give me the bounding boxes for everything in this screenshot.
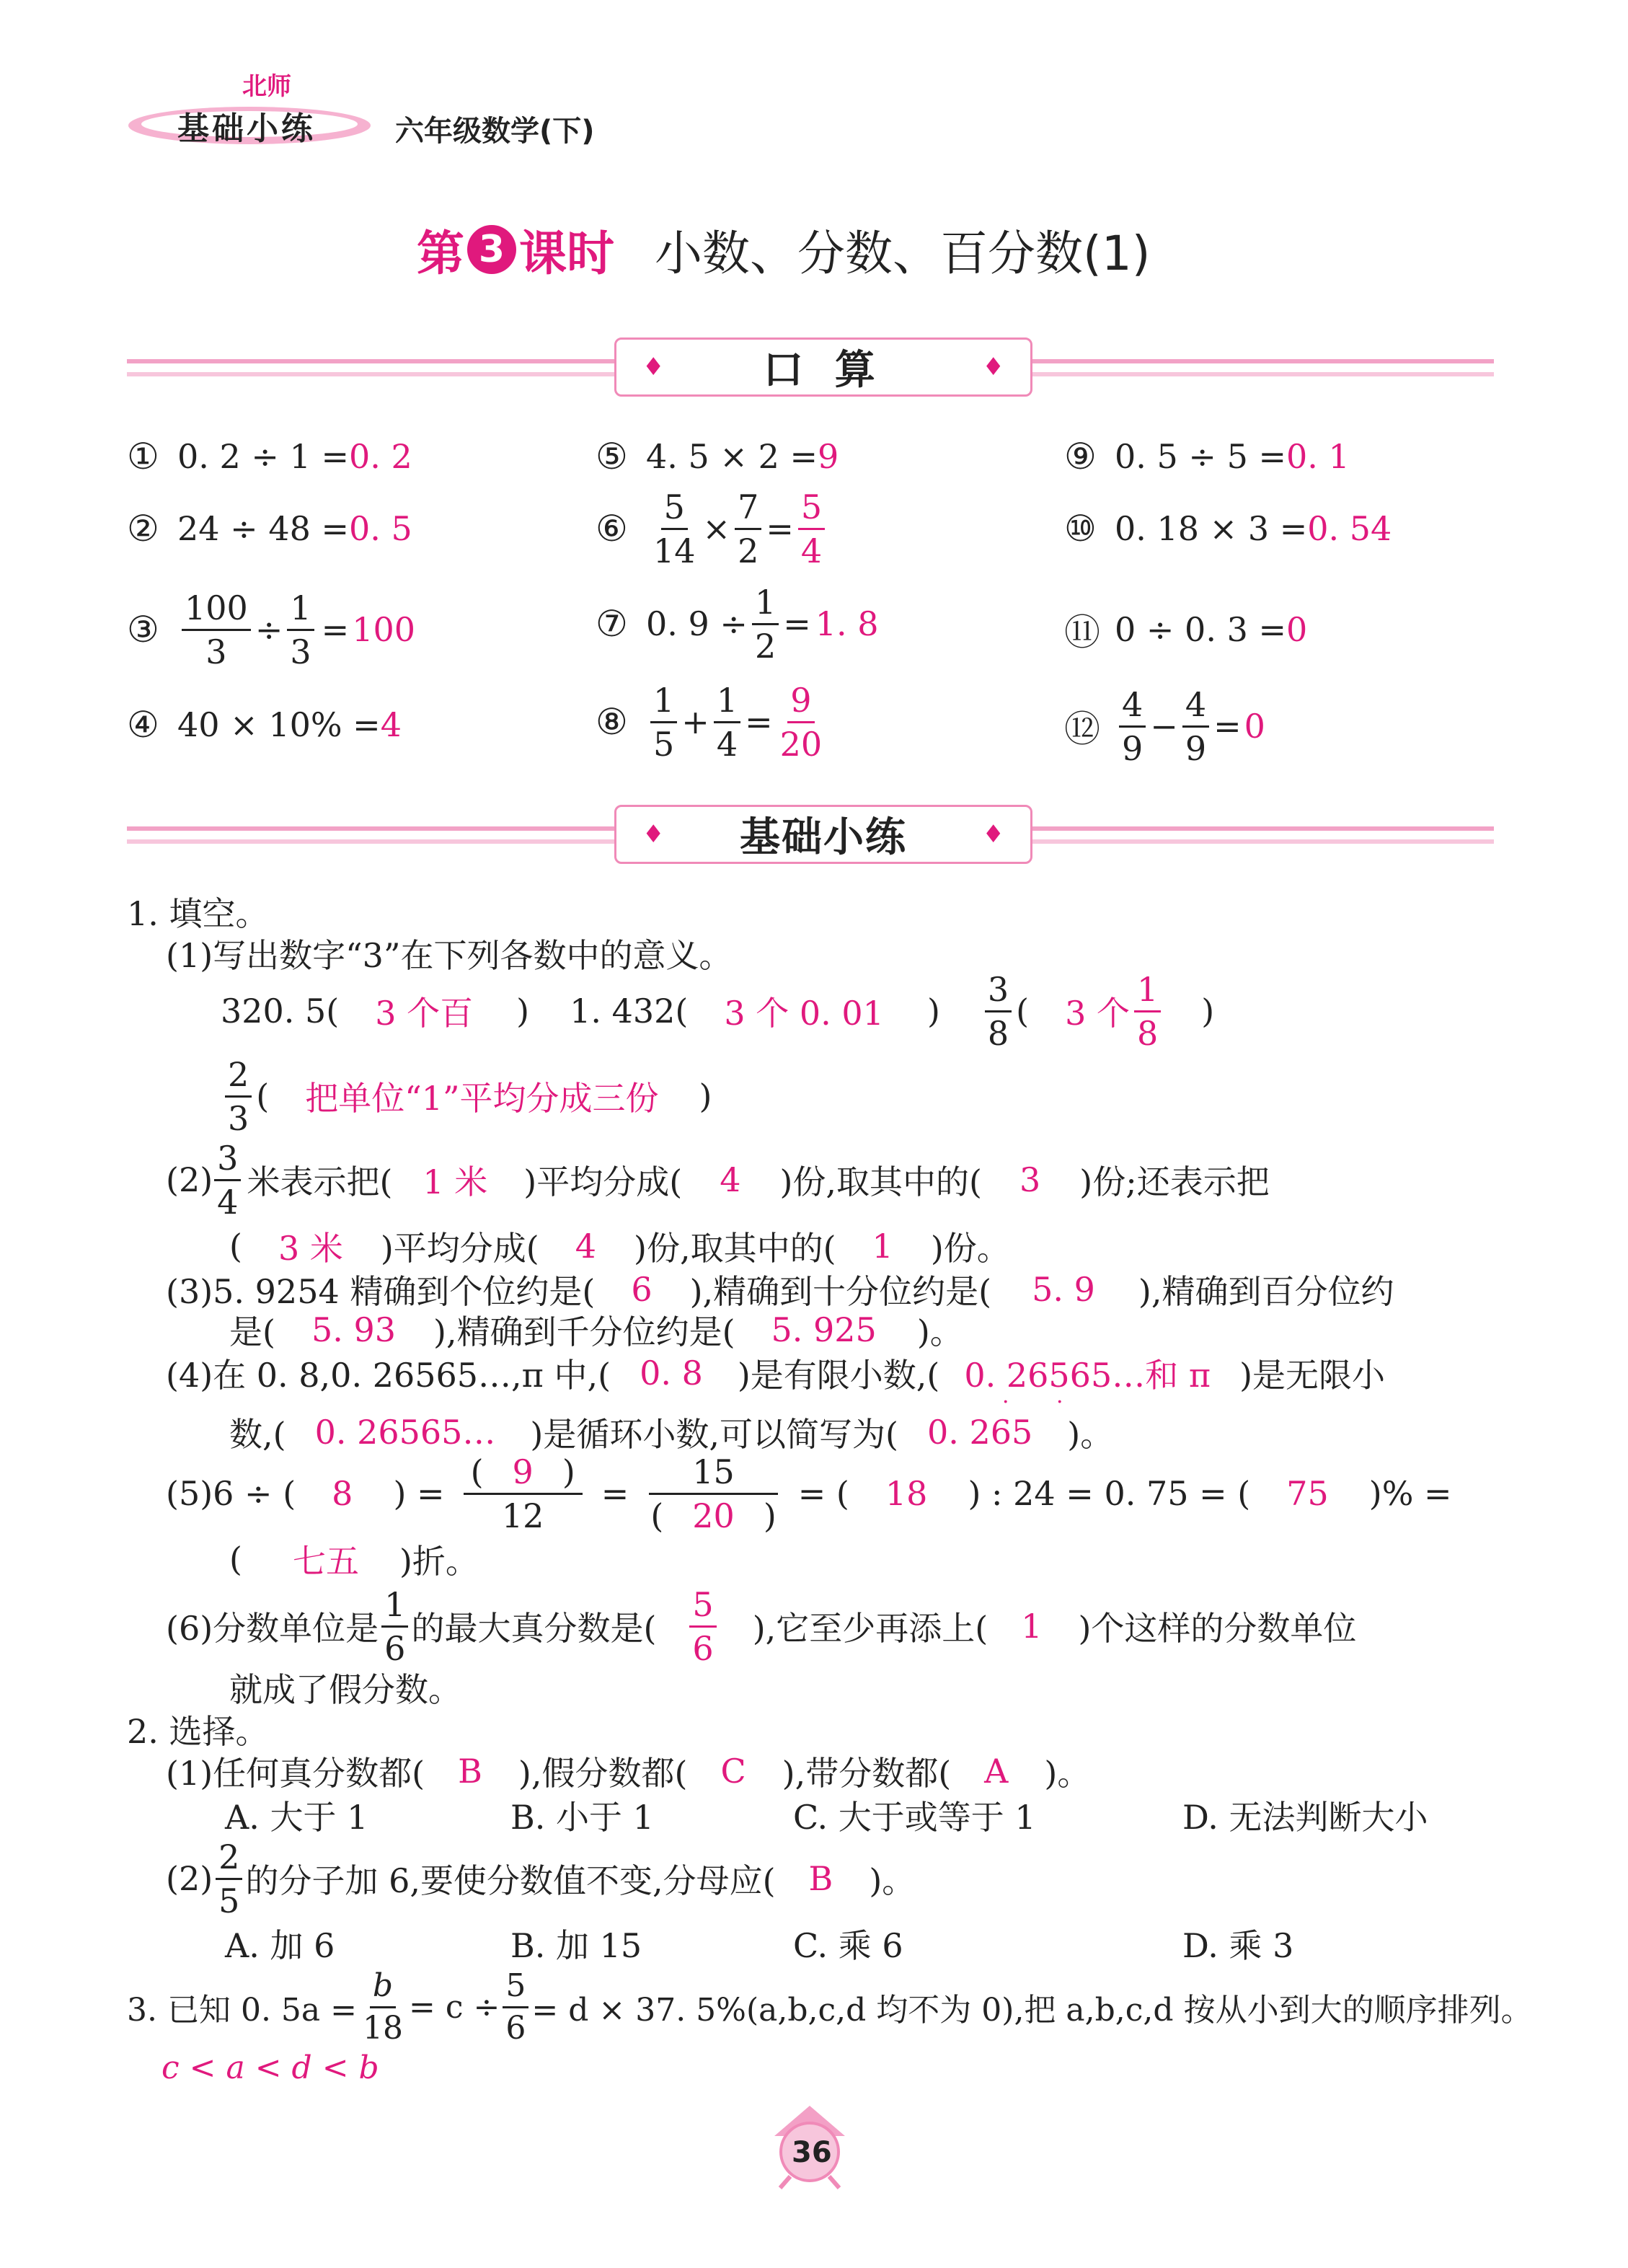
series-top: 北师 (242, 72, 291, 101)
answer: 20 (692, 1496, 735, 1535)
item-number: ⑦ (596, 603, 628, 645)
p1-s5-line1 (166, 1454, 1452, 1533)
p2-s2-option-b[interactable]: B. 加 15 (510, 1926, 642, 1965)
numerator: 3 (214, 1142, 241, 1181)
equals: = (745, 702, 773, 741)
answer: 100 (352, 610, 415, 649)
text: )平均分成( (523, 1162, 683, 1201)
expression: 0 ÷ 0. 3 = (1115, 610, 1286, 649)
section-title: 口 算 (763, 347, 884, 394)
answer: 0. 265 (926, 1413, 1033, 1452)
text: )。 (1044, 1754, 1091, 1793)
numerator: b (370, 1970, 396, 2008)
answer-fraction (1134, 969, 1161, 1053)
text: )折。 (399, 1542, 479, 1581)
p2-s1-stem (166, 1751, 1090, 1791)
answer: 5. 925 (771, 1310, 877, 1349)
text: ),精确到十分位约是( (689, 1272, 992, 1311)
section-title: 基础小练 (740, 814, 907, 861)
text: )份。 (930, 1229, 1010, 1268)
answer: 3 个 0. 01 (724, 994, 884, 1033)
p2-s2-option-c[interactable]: C. 乘 6 (793, 1926, 903, 1965)
answer: 0. 5 (349, 509, 412, 548)
numerator: 2 (216, 1840, 242, 1880)
answer: 18 (885, 1474, 928, 1513)
numerator: 3 (985, 973, 1012, 1012)
oral-q11 (1064, 606, 1307, 653)
fraction (735, 487, 761, 570)
text: (5)6 ÷ ( (166, 1474, 296, 1513)
text: ) (763, 1496, 777, 1535)
text: = d × 37. 5%(a,b,c,d 均不为 0),把 a,b,c,d 按从小到大的顺序排列。 (531, 1992, 1533, 2029)
denominator (647, 1495, 779, 1535)
answer: 0 (1244, 707, 1265, 746)
equals: = (601, 1474, 629, 1513)
series-name: 基础小练 (177, 110, 316, 147)
fraction (1119, 684, 1146, 768)
text: ( (229, 1540, 242, 1579)
p2-s2-stem (166, 1839, 915, 1918)
p1-s1-answers (221, 969, 1215, 1053)
answer: 3 个百 (375, 994, 474, 1033)
denominator: 4 (800, 531, 823, 570)
diamond-icon: ♦ (982, 353, 1004, 381)
p2-s1-option-d[interactable]: D. 无法判断大小 (1182, 1798, 1428, 1837)
fraction (647, 1452, 779, 1535)
text: 1. 432( (570, 992, 689, 1031)
lesson-title (417, 215, 1151, 283)
numerator: 5 (689, 1588, 716, 1628)
oral-q5 (596, 433, 839, 480)
answer: 1 (872, 1227, 893, 1266)
numerator: 2 (225, 1058, 252, 1098)
answer: B (808, 1859, 833, 1898)
text: 是( (229, 1312, 275, 1351)
text: ) (1201, 992, 1215, 1031)
p1-s6-line2 (229, 1667, 461, 1708)
answer: B (458, 1752, 482, 1791)
text: (4)在 0. 8,0. 26565…,π 中,( (166, 1356, 611, 1395)
denominator: 9 (1185, 728, 1207, 768)
p1-s3-line1 (166, 1269, 1394, 1310)
fraction (503, 1967, 528, 2047)
text: ),带分数都( (782, 1754, 952, 1793)
answer: 5. 93 (311, 1310, 396, 1349)
expression: 4. 5 × 2 = (646, 437, 818, 476)
text: ),精确到百分位约 (1138, 1272, 1394, 1311)
text: 320. 5( (221, 992, 340, 1031)
page-number-badge (770, 2104, 849, 2191)
series-logo (127, 66, 379, 160)
oral-q4 (127, 701, 402, 749)
text: (1)任何真分数都( (166, 1754, 425, 1793)
answer: 1 米 (423, 1162, 488, 1201)
prompt: (1)写出数字“3”在下列各数中的意义。 (166, 936, 733, 975)
text: )份,取其中的( (634, 1229, 836, 1268)
oral-q9 (1064, 433, 1350, 480)
problem-heading: 1. 填空。 (127, 894, 269, 933)
item-number: ⑫ (1064, 708, 1100, 750)
numerator: 9 (787, 684, 814, 723)
p1-s3-line2 (229, 1310, 963, 1350)
repeat-dots: · · (1001, 1390, 1084, 1415)
p1-s5-line2 (229, 1539, 479, 1579)
diamond-icon: ♦ (642, 353, 665, 381)
answer: 3 个 (1065, 994, 1131, 1033)
text: )。 (869, 1861, 916, 1900)
oral-q2 (127, 505, 412, 552)
denominator: 14 (653, 531, 696, 570)
item-number: ① (127, 436, 159, 477)
p1-s1-prompt (166, 933, 732, 974)
problem-2-heading (127, 1709, 269, 1749)
text: (3)5. 9254 精确到个位约是( (166, 1272, 596, 1311)
expression: 0. 18 × 3 = (1115, 509, 1308, 548)
fraction (381, 1584, 408, 1668)
diamond-icon: ♦ (982, 820, 1004, 849)
oral-q12 (1064, 679, 1265, 773)
p1-s1-answer-d (221, 1054, 712, 1138)
item-number: ⑨ (1064, 436, 1097, 477)
denominator: 2 (738, 531, 759, 570)
problem-3 (127, 1967, 1533, 2047)
text: )平均分成( (380, 1229, 539, 1268)
numerator: 4 (1182, 688, 1209, 728)
text: (6)分数单位是 (166, 1609, 379, 1648)
answer: 5. 9 (1032, 1270, 1095, 1309)
answer: 9 (512, 1452, 534, 1491)
denominator: 4 (716, 724, 738, 764)
answer: 75 (1286, 1474, 1329, 1513)
problem-1-heading (127, 891, 269, 932)
item-number: ③ (127, 609, 159, 650)
denominator: 8 (1137, 1013, 1159, 1053)
text: ) (699, 1077, 712, 1116)
denominator: 5 (653, 724, 675, 764)
expression: 0. 5 ÷ 5 = (1115, 437, 1286, 476)
lesson-number: 3 (478, 227, 505, 271)
numerator: 4 (1119, 688, 1146, 728)
lesson-prefix: 第 (417, 226, 464, 281)
p2-s1-option-c[interactable]: C. 大于或等于 1 (793, 1798, 1036, 1837)
section-banner-oral (614, 337, 1032, 397)
equals: = (766, 509, 794, 548)
denominator: 3 (290, 632, 311, 671)
oral-q10 (1064, 505, 1392, 552)
answer: 0. 54 (1307, 509, 1392, 548)
denominator: 6 (505, 2009, 526, 2047)
numerator: 1 (287, 591, 314, 631)
denominator: 20 (779, 724, 823, 764)
text: ) (562, 1452, 575, 1491)
operator: − (1150, 707, 1178, 746)
fraction (714, 680, 740, 764)
p1-s6-line1 (166, 1584, 1357, 1668)
oral-q1 (127, 433, 412, 480)
text: ),精确到千分位约是( (433, 1312, 735, 1351)
fraction (216, 1837, 242, 1920)
text: 就成了假分数。 (229, 1670, 461, 1709)
denominator: 3 (205, 632, 227, 671)
item-number: ⑩ (1064, 508, 1097, 550)
denominator: 9 (1122, 728, 1143, 768)
answer-fraction (777, 680, 826, 764)
text: ) : 24 = 0. 75 = ( (968, 1474, 1251, 1513)
lesson-number-badge (467, 225, 516, 274)
answer: 4 (380, 705, 402, 744)
fraction (650, 487, 699, 570)
text: (2) (166, 1859, 213, 1898)
expression: 0. 2 ÷ 1 = (177, 437, 349, 476)
operator: ÷ (255, 610, 283, 649)
denominator: 5 (218, 1881, 240, 1920)
problem-heading: 2. 选择。 (127, 1712, 269, 1751)
answer: 3 (1019, 1160, 1041, 1199)
answer: 0. 2 (349, 437, 412, 476)
p1-s2-line2 (229, 1226, 1010, 1266)
answer: A (984, 1752, 1009, 1791)
diamond-icon: ♦ (642, 820, 665, 849)
numerator: 15 (649, 1455, 778, 1495)
fraction (464, 1452, 583, 1535)
oral-q3 (127, 583, 415, 676)
fraction (182, 588, 251, 671)
text: ),它至少再添上( (752, 1609, 988, 1648)
answer: 4 (720, 1160, 741, 1199)
item-number: ④ (127, 704, 159, 746)
oral-q6 (596, 482, 829, 575)
answer-fraction (689, 1584, 716, 1668)
text: 米表示把( (247, 1162, 393, 1201)
numerator (464, 1452, 583, 1495)
text: ) (516, 992, 530, 1031)
section-banner-practice (614, 805, 1032, 864)
text: ( (256, 1077, 270, 1116)
answer: C (720, 1752, 746, 1791)
answer: 0. 1 (1286, 437, 1350, 476)
text: 的分子加 6,要使分数值不变,分母应( (245, 1861, 776, 1900)
page-number: 36 (792, 2136, 832, 2169)
answer: 把单位“1”平均分成三份 (305, 1079, 659, 1118)
text: )。 (1067, 1415, 1114, 1454)
item-number: ⑪ (1064, 612, 1100, 653)
text: (2) (166, 1160, 213, 1199)
numerator: 5 (798, 490, 825, 530)
numerator: 1 (714, 684, 740, 723)
text: 3. 已知 0. 5a = (127, 1992, 357, 2029)
numerator: 1 (381, 1588, 408, 1628)
item-number: ⑤ (596, 436, 628, 477)
denominator: 4 (217, 1182, 239, 1222)
text: = ( (797, 1474, 849, 1513)
text: )。 (916, 1312, 963, 1351)
lesson-name: 小数、分数、百分数(1) (655, 226, 1151, 281)
oral-q7 (596, 577, 879, 671)
fraction (985, 969, 1012, 1053)
denominator: 18 (363, 2009, 403, 2047)
p1-s2-line1 (166, 1138, 1270, 1222)
p2-s1-option-b[interactable]: B. 小于 1 (510, 1798, 654, 1837)
denominator: 3 (228, 1098, 249, 1138)
expression: 24 ÷ 48 = (177, 509, 350, 548)
grade-label: 六年级数学(下) (395, 115, 595, 148)
text: ),假分数都( (518, 1754, 688, 1793)
answer: 0. 26565…和 π (964, 1356, 1211, 1395)
item-number: ⑥ (596, 508, 628, 550)
answer: 1. 8 (815, 604, 879, 643)
answer: 4 (575, 1227, 597, 1266)
p2-s2-option-a[interactable]: A. 加 6 (225, 1926, 335, 1965)
numerator: 100 (182, 591, 251, 631)
text: ) = (393, 1474, 445, 1513)
denominator: 2 (754, 626, 777, 666)
numerator: 1 (752, 586, 779, 625)
text: ) (926, 992, 940, 1031)
numerator: 1 (650, 684, 677, 723)
denominator: 6 (692, 1628, 714, 1668)
answer: 6 (631, 1270, 652, 1309)
text: 的最大真分数是( (411, 1609, 657, 1648)
text: )是有限小数,( (737, 1356, 940, 1395)
p2-s2-option-d[interactable]: D. 乘 3 (1182, 1926, 1294, 1965)
answer: 七五 (292, 1542, 359, 1581)
expression: 40 × 10% = (177, 705, 381, 744)
problem-3-answer: c < a < d < b (162, 2049, 379, 2086)
answer: 0 (1286, 610, 1308, 649)
text: )份,取其中的( (779, 1162, 982, 1201)
repeating-decimal (926, 1390, 1084, 1452)
operator: × (702, 509, 731, 548)
fraction (287, 588, 314, 671)
item-number: ② (127, 508, 159, 550)
text: ( (650, 1496, 664, 1535)
text: )是无限小 (1239, 1356, 1386, 1395)
text: )个这样的分数单位 (1078, 1609, 1357, 1648)
answer-fraction (798, 487, 825, 570)
text: 数,( (229, 1415, 286, 1454)
numerator: 5 (661, 490, 688, 530)
text: )份;还表示把 (1079, 1162, 1270, 1201)
fraction (360, 1967, 406, 2047)
text: ( (470, 1452, 484, 1491)
answer: 9 (818, 437, 839, 476)
p1-s4-line2 (229, 1390, 1114, 1454)
answer: 1 (1021, 1607, 1043, 1646)
expression: 0. 9 ÷ (646, 604, 748, 643)
fraction (752, 582, 779, 666)
oral-q8 (596, 675, 829, 769)
denominator: 6 (384, 1628, 406, 1668)
denominator: 8 (987, 1013, 1009, 1053)
equals: = (321, 610, 350, 649)
denominator: 12 (501, 1496, 544, 1535)
lesson-suffix: 课时 (519, 226, 614, 281)
text: )% = (1368, 1474, 1452, 1513)
text: ( (1016, 992, 1030, 1031)
fraction (650, 680, 677, 764)
numerator: 7 (735, 490, 761, 530)
operator: + (681, 702, 709, 741)
numerator: 5 (503, 1970, 528, 2008)
equals: = (1213, 707, 1242, 746)
p1-s4-line1 (166, 1353, 1385, 1393)
fraction (1182, 684, 1209, 768)
answer: 0. 8 (640, 1354, 703, 1393)
answer: 8 (332, 1474, 353, 1513)
equals: = (783, 604, 811, 643)
item-number: ⑧ (596, 701, 628, 743)
fraction (225, 1054, 252, 1138)
p2-s1-option-a[interactable]: A. 大于 1 (225, 1798, 368, 1837)
text: = c ÷ (409, 1988, 500, 2026)
answer: 0. 26565… (314, 1413, 496, 1452)
text: )是循环小数,可以简写为( (530, 1415, 898, 1454)
fraction (214, 1138, 241, 1222)
text: ( (229, 1227, 242, 1266)
answer: 3 米 (278, 1229, 343, 1268)
numerator: 1 (1134, 973, 1161, 1012)
